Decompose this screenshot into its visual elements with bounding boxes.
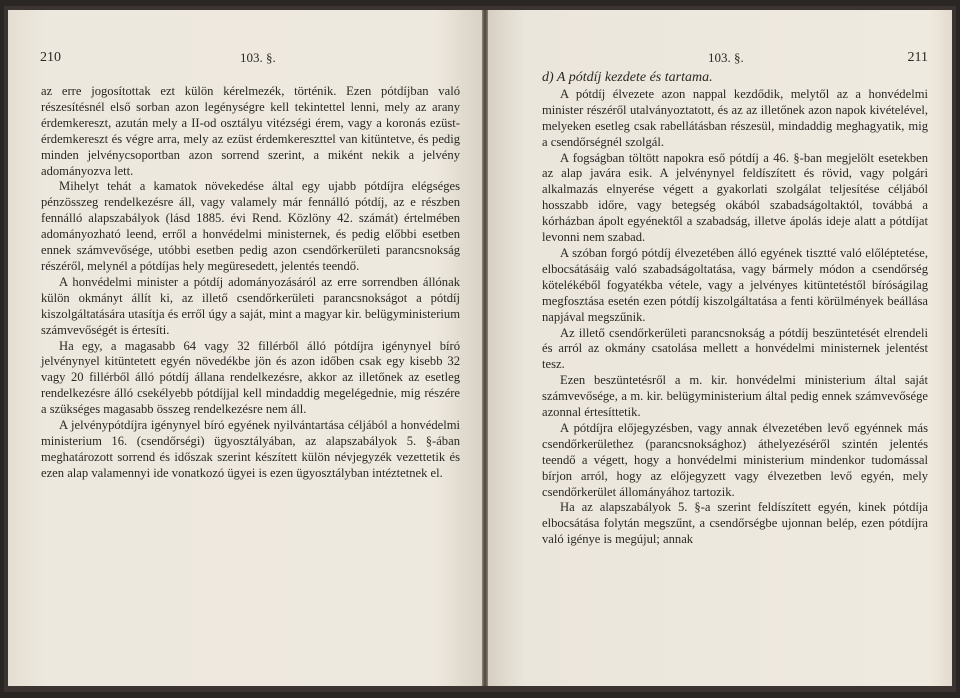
page-number: 211 — [907, 50, 928, 65]
section-heading: d) A pótdíj kezdete és tartama. — [542, 70, 713, 85]
paragraph: A pótdíj élvezete azon nappal kezdődik, melytől az a honvédelmi minister részéről utalványoztatott, és az az illetőnek azon napok kivételével, melyeken esetleg csak rabellátásban részesül, mindaddig meghagyatik, mig a csendőrségnél szolgál. — [542, 86, 928, 149]
paragraph: A pótdíjra előjegyzésben, vagy annak élvezetében levő egyénnek más csendőrkerülethez (parancsnoksághoz) áthelyezéséről szintén jelentés teendő a végett, hogy a honvédelmi ministerium mindenkor tudomással bírjon arról, hogy az előjegyzett vagy élvezetben levő egyén, mely csendőrkerület állományához tartozik. — [542, 420, 928, 499]
body-text — [41, 84, 460, 482]
page-number: 210 — [40, 50, 61, 65]
section-header: 103. §. — [708, 50, 744, 65]
paragraph: az erre jogosítottak ezt külön kérelmezék, történik. Ezen pótdíjban való részesítésnél első sorban azon legénységre kell tekintettel lenni, mely az arany érdemkereszt, azután mely a II-od osztályu vitézségi érem, vagy a koronás ezüst-érdemkereszt és végre arra, mely az ezüst érdemkereszttel van kitüntetve, és pedig minden jelvénycsoportban azon sorrend szerint, a miként nekik a jelvény adományozva lett. — [41, 84, 460, 178]
book-spread — [4, 6, 956, 692]
body-text — [542, 70, 928, 548]
paragraph: Ha egy, a magasabb 64 vagy 32 fillérből álló pótdíjra igénynyel bíró jelvénynyel kitüntetett egyén növedékbe jön és azon időben csak egy kisebb 32 vagy 20 fillérből álló pótdíj állana rendelkezésre, akkor az illetőnek az esetleg rendelkezésre álló csekélyebb pótdíjjal kell mindaddig megelégednie, mig részére a szükséges magasabb összeg rendelkezésre nem áll. — [41, 338, 460, 417]
paragraph: Ezen beszüntetésről a m. kir. honvédelmi ministerium által saját számvevősége, a m. kir. belügyministerium által pedig ennek számvevősége azonnal értesíttetik. — [542, 373, 928, 420]
paragraph: Ha az alapszabályok 5. §-a szerint feldíszített egyén, kinek pótdíja elbocsátása folytán megszűnt, a csendőrségbe ujonnan belép, ezen pótdíjra való igénye is megújul; annak — [542, 500, 928, 547]
paragraph: A honvédelmi minister a pótdíj adományozásáról az erre sorrendben állónak külön okmányt állít ki, az illető csendőrkerületi parancsnokságot a pótdíj kiszolgáltatására utasítja és erről úgy a saját, mint a magyar kir. belügyministerium számvevőségét is értesíti. — [41, 274, 460, 337]
paragraph: A fogságban töltött napokra eső pótdíj a 46. §-ban megjelölt esetekben az alap javára esik. A jelvénynyel feldíszített és rövid, vagy polgári alkalmazás elnyerése végett a gyakorlati szolgálat teljesítése céljából hosszabb időre, vagy betegség okából szabadságoltaktól, továbbá a kórházban ápolt egyénektől a szabadság, illetve ápolás ideje alatt a pótdíjat levonni nem szabad. — [542, 150, 928, 245]
paragraph: A jelvénypótdíjra igénynyel bíró egyének nyilvántartása céljából a honvédelmi ministerium 16. (csendőrségi) ügyosztályában, az alapszabályok 5. §-ában meghatározott sorrend és időszak szerint készített külön névjegyzék vezettetik és ezen alap valamennyi ide vonatkozó ügyei is ezen ügyosztályban intéztetnek el. — [41, 418, 460, 480]
right-page — [488, 10, 952, 686]
paragraph: A szóban forgó pótdíj élvezetében álló egyének tisztté való előléptetése, elbocsátásáig való szabadságoltatása, vagy bármely módon a csendőrség kötelékéből fogyatékba vétele, vagy a jelvényes kitüntetéstől bíróságilag megfosztása esetén ezen pótdíj kiszolgáltatása a fenti körülmények beállása napjával megszűnik. — [542, 245, 928, 324]
section-header: 103. §. — [240, 50, 276, 65]
paragraph: Mihelyt tehát a kamatok növekedése által egy ujabb pótdíjra elégséges pénzösszeg rendelkezésre áll, vagy valamely már fennálló pótdíj, az e részben fennálló alapszabályok (lásd 1885. évi Rend. Közlöny 42. számát) értelmében adományozható leend, erről a honvédelmi ministernek, és pedig előbbi esetben ennek számvevősége, utóbbi esetben pedig azon csendőrkerületi parancsnokság részéről, melynél a pótdíjas hely megüresedett, jelentés teendő. — [41, 179, 460, 273]
paragraph: Az illető csendőrkerületi parancsnokság a pótdíj beszüntetését elrendeli és arról az okmány csatolása mellett a honvédelmi ministernek jelentést tesz. — [542, 325, 928, 372]
left-page — [8, 10, 482, 686]
